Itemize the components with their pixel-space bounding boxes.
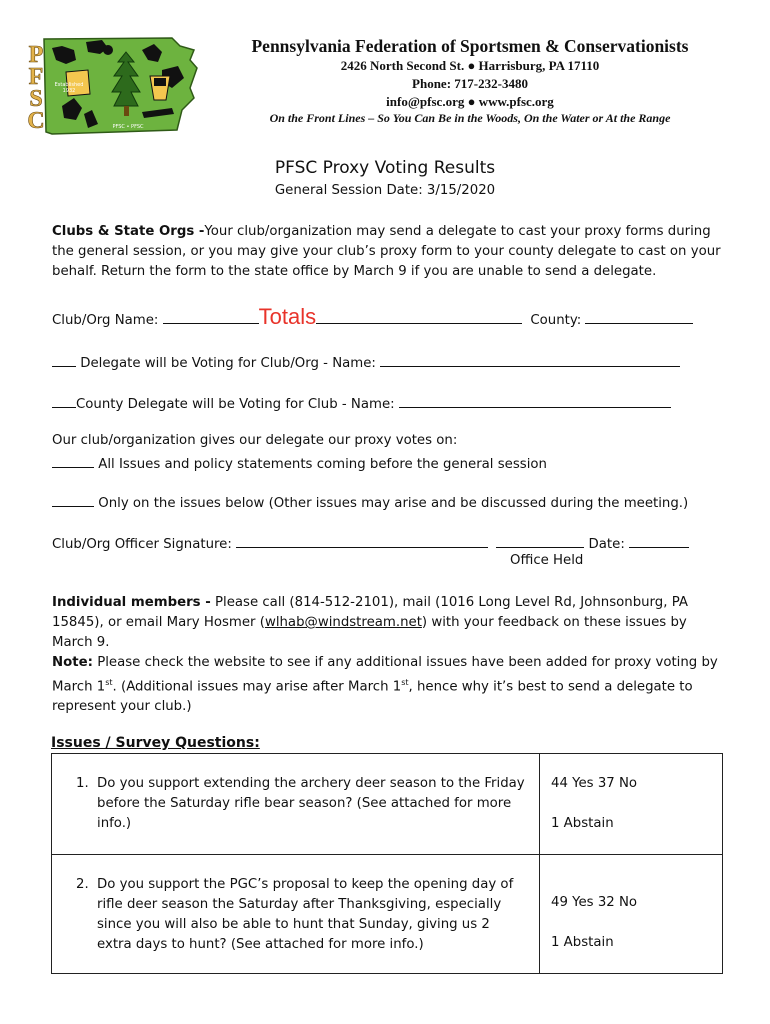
delegate-club-name-field[interactable] [380, 352, 680, 367]
club-name-label: Club/Org Name: [52, 313, 159, 328]
signature-field[interactable] [236, 533, 488, 548]
abstain-count: 1 Abstain [551, 816, 614, 831]
individual-text-before: Please call (814-512-2101), mail (1016 Long Level Rd, Johnsonburg, PA 15845), or email Mary Hosmer ( [52, 595, 688, 630]
county-field[interactable] [585, 309, 693, 324]
logo-tagline: PFSC • PFSC [112, 124, 144, 130]
date-label: Date: [588, 537, 625, 552]
question-text: Do you support extending the archery deer season to the Friday before the Saturday rifle bear season? (See attached for more info.) [97, 776, 525, 831]
office-held-field[interactable] [496, 533, 584, 548]
logo-letter-c: C [27, 108, 45, 134]
club-name-row [52, 305, 732, 333]
delegate-county-checkbox[interactable] [52, 393, 76, 408]
option-all-checkbox[interactable] [52, 453, 94, 468]
signature-label: Club/Org Officer Signature: [52, 537, 232, 552]
individual-label: Individual members - [52, 595, 211, 610]
org-motto: On the Front Lines – So You Can Be in the Woods, On the Water or At the Range [269, 111, 671, 125]
table-row [52, 855, 723, 974]
individual-paragraph [52, 593, 722, 653]
note-text-1: Please check the website to see if any additional issues have been added for proxy voting by March 1 [52, 655, 718, 695]
org-name: Pennsylvania Federation of Sportsmen & Conservationists [251, 36, 689, 56]
office-held-label: Office Held [510, 553, 584, 568]
clubs-paragraph [52, 222, 722, 282]
delegate-club-label: Delegate will be Voting for Club/Org - Name: [80, 356, 376, 371]
page-title: PFSC Proxy Voting Results [274, 158, 496, 178]
delegate-county-row [52, 393, 732, 412]
gives-votes-text: Our club/organization gives our delegate our proxy votes on: [52, 433, 458, 448]
question-text: Do you support the PGC’s proposal to keep the opening day of rifle deer season the Saturday after Thanksgiving, especially since you will also be able to hunt that Sunday, giving us 2 extra days to hunt? (See attached for more info.) [97, 877, 514, 952]
note-text-3: , hence why it’s best to send a delegate to represent your club.) [52, 679, 693, 715]
club-name-value: Totals [258, 304, 317, 329]
note-sup-1: st [105, 678, 113, 687]
pfsc-logo [22, 36, 200, 138]
table-row [52, 754, 723, 855]
note-paragraph [52, 653, 722, 717]
club-name-blank-a[interactable] [163, 309, 259, 324]
session-date: General Session Date: 3/15/2020 [274, 183, 496, 198]
individual-text-after: ) with your feedback on these issues by March 9. [52, 615, 687, 650]
county-label: County: [530, 313, 582, 328]
question-cell [52, 855, 540, 974]
option-all-row [52, 453, 732, 472]
note-label: Note: [52, 655, 93, 670]
logo-letter-p: P [28, 42, 44, 68]
note-text-2: . (Additional issues may arise after March 1 [112, 679, 402, 695]
abstain-count: 1 Abstain [551, 935, 614, 950]
pennsylvania-map-icon [22, 36, 200, 138]
email-link[interactable]: wlhab@windstream.net [264, 615, 422, 630]
logo-letter-s: S [29, 86, 43, 112]
note-sup-2: st [401, 678, 409, 687]
delegate-club-row [52, 352, 732, 371]
vote-count: 49 Yes 32 No [551, 895, 638, 910]
question-number: 2. [76, 877, 89, 892]
answer-cell [540, 754, 723, 855]
delegate-club-checkbox[interactable] [52, 352, 76, 367]
answer-cell [540, 855, 723, 974]
question-number: 1. [76, 776, 89, 791]
logo-established: Established 1932 [54, 82, 84, 94]
question-cell [52, 754, 540, 855]
clubs-text: Your club/organization may send a delegate to cast your proxy forms during the general session, or you may give your club’s proxy form to your county delegate to cast on your behalf. Return the form to the state office by March 9 if you are unable to send a delegate. [52, 224, 721, 279]
org-phone: Phone: 717-232-3480 [412, 76, 528, 91]
clubs-label: Clubs & State Orgs - [52, 224, 205, 239]
option-below-checkbox[interactable] [52, 492, 94, 507]
club-name-blank-b[interactable] [316, 309, 522, 324]
issues-heading: Issues / Survey Questions: [51, 735, 260, 751]
logo-letters [25, 44, 47, 132]
issues-table [51, 753, 723, 974]
delegate-county-label: County Delegate will be Voting for Club - Name: [76, 397, 395, 412]
option-below-label: Only on the issues below (Other issues may arise and be discussed during the meeting.) [98, 496, 689, 511]
signature-row [52, 533, 732, 552]
date-field[interactable] [629, 533, 689, 548]
delegate-county-name-field[interactable] [399, 393, 671, 408]
logo-letter-f: F [28, 64, 44, 90]
vote-count: 44 Yes 37 No [551, 776, 638, 791]
org-address: 2426 North Second St. ● Harrisburg, PA 17110 [340, 58, 600, 73]
option-below-row [52, 492, 742, 511]
option-all-label: All Issues and policy statements coming before the general session [98, 457, 547, 472]
org-email-web: info@pfsc.org ● www.pfsc.org [386, 94, 554, 109]
